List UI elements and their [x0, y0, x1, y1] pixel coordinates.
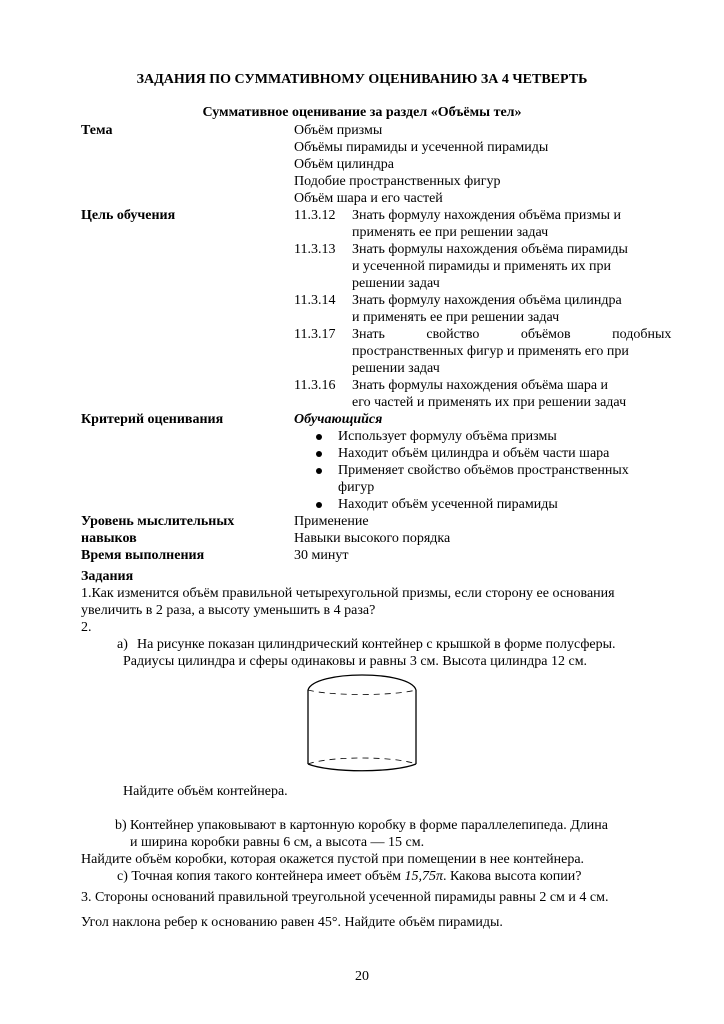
objective-line: пространственных фигур и применять его при: [352, 344, 629, 359]
thinking-label: навыков: [81, 531, 137, 546]
bullet-icon: [316, 434, 322, 440]
task-2b-text: Найдите объём коробки, которая окажется пустой при помещении в нее контейнера.: [81, 852, 585, 867]
thinking-label: Уровень мыслительных: [81, 514, 235, 529]
topic-item: Подобие пространственных фигур: [294, 174, 501, 189]
objective-line: Знать свойство объёмов подобных: [352, 327, 672, 342]
task-3-text: Угол наклона ребер к основанию равен 45°. Найдите объём пирамиды.: [81, 915, 503, 930]
criteria-label: Критерий оценивания: [81, 412, 224, 427]
cylinder-with-dome: [308, 675, 416, 771]
task-1-text: увеличить в 2 раза, а высоту уменьшить в 4 раза?: [81, 603, 376, 618]
objective-line: его частей и применять их при решении задач: [352, 395, 627, 410]
objective-line: Знать формулы нахождения объёма шара и: [352, 378, 609, 393]
objective-line: и усеченной пирамиды и применять их при: [352, 259, 612, 274]
topic-label: Тема: [81, 123, 113, 138]
objective-code: 11.3.13: [294, 242, 336, 257]
objective-code: 11.3.12: [294, 208, 336, 223]
objective-code: 11.3.16: [294, 378, 336, 393]
section-subtitle: Суммативное оценивание за раздел «Объёмы тел»: [202, 105, 522, 120]
task-2a-text: На рисунке показан цилиндрический контейнер с крышкой в форме полусферы.: [137, 637, 616, 652]
tasks-heading: Задания: [81, 569, 134, 584]
criteria-bullet: Находит объём усеченной пирамиды: [338, 497, 558, 512]
objectives-label: Цель обучения: [81, 208, 176, 223]
criteria-bullet: Находит объём цилиндра и объём части шара: [338, 446, 610, 461]
task-2b-text: и ширина коробки равны 6 см, а высота — 15 см.: [130, 835, 425, 850]
task-2c-formula: 15,75π: [404, 869, 444, 884]
page-title: ЗАДАНИЯ ПО СУММАТИВНОМУ ОЦЕНИВАНИЮ ЗА 4 ЧЕТВЕРТЬ: [136, 72, 588, 87]
objective-line: решении задач: [352, 276, 440, 291]
objective-line: применять ее при решении задач: [352, 225, 549, 240]
criteria-bullet: фигур: [338, 480, 375, 495]
thinking-value: Навыки высокого порядка: [294, 531, 451, 546]
objective-line: решении задач: [352, 361, 440, 376]
bullet-icon: [316, 451, 322, 457]
objective-code: 11.3.17: [294, 327, 336, 342]
objective-line: и применять ее при решении задач: [352, 310, 560, 325]
task-1-text: 1.Как изменится объём правильной четырехугольной призмы, если сторону ее основания: [81, 586, 615, 601]
topic-item: Объём цилиндра: [294, 157, 394, 172]
task-3-angle: 45°: [317, 915, 338, 930]
objective-code: 11.3.14: [294, 293, 336, 308]
bullet-icon: [316, 502, 322, 508]
objective-line: Знать формулу нахождения объёма призмы и: [352, 208, 621, 223]
topic-item: Объёмы пирамиды и усеченной пирамиды: [294, 140, 549, 155]
topic-item: Объём призмы: [294, 123, 383, 138]
criteria-bullet: Использует формулу объёма призмы: [338, 429, 557, 444]
task-2c-text: c) Точная копия такого контейнера имеет объём 15,75π. Какова высота копии?: [117, 869, 582, 884]
task-2a-marker: a): [117, 637, 128, 652]
bullet-icon: [316, 468, 322, 474]
objective-line: Знать формулы нахождения объёма пирамиды: [352, 242, 628, 257]
task-2b-marker: b): [115, 818, 127, 833]
task-2a-question: Найдите объём контейнера.: [123, 784, 288, 799]
objective-line: Знать формулу нахождения объёма цилиндра: [352, 293, 622, 308]
task-2a-text: Радиусы цилиндра и сферы одинаковы и равны 3 см. Высота цилиндра 12 см.: [123, 654, 588, 669]
task-2b-text: Контейнер упаковывают в картонную коробку в форме параллелепипеда. Длина: [130, 818, 608, 833]
time-value: 30 минут: [294, 548, 349, 563]
task-3-text: 3. Стороны оснований правильной треугольной усеченной пирамиды равны 2 см и 4 см.: [81, 890, 609, 905]
task-2-number: 2.: [81, 620, 92, 635]
criteria-bullet: Применяет свойство объёмов пространственных: [338, 463, 629, 478]
time-label: Время выполнения: [81, 548, 205, 563]
topic-item: Объём шара и его частей: [294, 191, 443, 206]
criteria-heading: Обучающийся: [294, 412, 383, 427]
thinking-value: Применение: [294, 514, 369, 529]
page-number: 20: [355, 969, 369, 984]
container-figure: [300, 668, 425, 778]
